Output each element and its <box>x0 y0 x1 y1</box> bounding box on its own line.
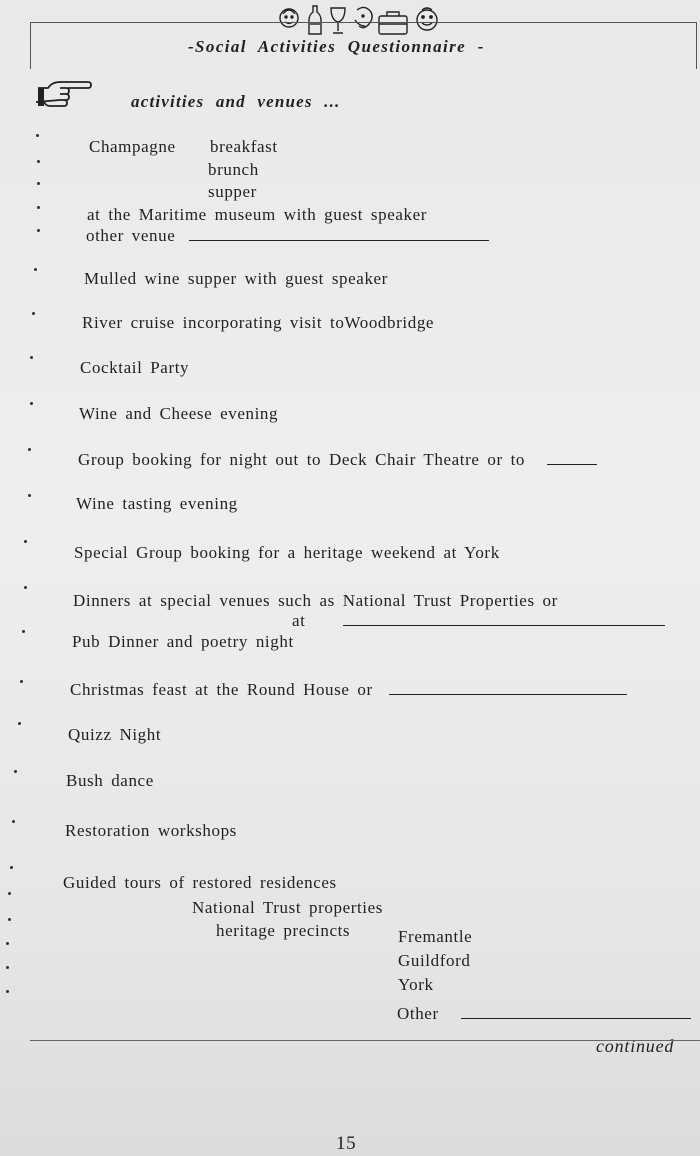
item-cocktail: Cocktail Party <box>80 358 190 377</box>
bullet-dot <box>6 942 9 945</box>
section-heading: activities and venues ... <box>131 92 341 111</box>
option-brunch: brunch <box>208 160 259 179</box>
item-mulled: Mulled wine supper with guest speaker <box>84 269 388 288</box>
bullet-dot <box>10 866 13 869</box>
item-champagne: Champagne <box>89 137 176 156</box>
bullet-dot <box>30 402 33 405</box>
continued-note: continued <box>596 1036 675 1056</box>
bullet-dot <box>6 966 9 969</box>
location-fremantle: Fremantle <box>398 927 473 946</box>
item-quizz: Quizz Night <box>68 725 162 744</box>
page-title: -Social Activities Questionnaire - <box>188 37 485 56</box>
bullet-dot <box>18 722 21 725</box>
dinners-blank[interactable] <box>343 611 665 626</box>
item-wine-cheese: Wine and Cheese evening <box>79 404 279 423</box>
bullet-dot <box>6 990 9 993</box>
other-venue-label: other venue <box>86 226 176 245</box>
option-heritage-precincts: heritage precincts <box>216 921 351 940</box>
bullet-dot <box>24 540 27 543</box>
bullet-dot <box>22 630 25 633</box>
page-number: 15 <box>336 1133 357 1154</box>
bullet-dot <box>20 680 23 683</box>
location-other <box>397 1000 691 1024</box>
item-dinners: Dinners at special venues such as National Trust Properties or <box>73 591 558 610</box>
bullet-dot <box>37 160 40 163</box>
item-wine-tasting: Wine tasting evening <box>76 494 238 513</box>
location-other-blank[interactable] <box>461 1000 691 1019</box>
item-restoration: Restoration workshops <box>65 821 237 840</box>
item-guided: Guided tours of restored residences <box>63 873 337 892</box>
bullet-dot <box>37 229 40 232</box>
group-booking-blank[interactable] <box>547 450 597 465</box>
item-christmas <box>70 680 627 700</box>
christmas-blank[interactable] <box>389 680 627 695</box>
item-group-booking <box>78 450 597 470</box>
item-pub: Pub Dinner and poetry night <box>72 632 294 651</box>
bullet-dot <box>8 892 11 895</box>
bullet-dot <box>37 182 40 185</box>
bullet-dot <box>14 770 17 773</box>
item-heritage-weekend: Special Group booking for a heritage weekend at York <box>74 543 500 562</box>
item-dinners-at <box>292 611 665 631</box>
option-supper: supper <box>208 182 257 201</box>
bullet-dot <box>12 820 15 823</box>
option-breakfast: breakfast <box>210 137 278 156</box>
bullet-dot <box>34 268 37 271</box>
bullet-dot <box>28 494 31 497</box>
dinners-at-label: at <box>292 611 306 630</box>
item-maritime: at the Maritime museum with guest speaker <box>87 205 428 224</box>
group-booking-label: Group booking for night out to Deck Chair Theatre or to <box>78 450 525 469</box>
item-bush: Bush dance <box>66 771 154 790</box>
bullet-dot <box>36 134 39 137</box>
location-york: York <box>398 975 434 994</box>
item-other-venue <box>86 226 489 246</box>
other-venue-blank[interactable] <box>189 226 489 241</box>
option-national-trust: National Trust properties <box>192 898 383 917</box>
item-river: River cruise incorporating visit toWoodbridge <box>82 313 435 332</box>
christmas-label: Christmas feast at the Round House or <box>70 680 373 699</box>
bullet-dot <box>30 356 33 359</box>
bullet-dot <box>28 448 31 451</box>
bullet-dot <box>8 918 11 921</box>
location-guildford: Guildford <box>398 951 471 970</box>
bullet-dot <box>24 586 27 589</box>
bullet-dot <box>32 312 35 315</box>
separator-line <box>30 1040 700 1041</box>
location-other-label: Other <box>397 1004 439 1023</box>
pointing-hand-icon <box>36 80 92 108</box>
bullet-dot <box>37 206 40 209</box>
